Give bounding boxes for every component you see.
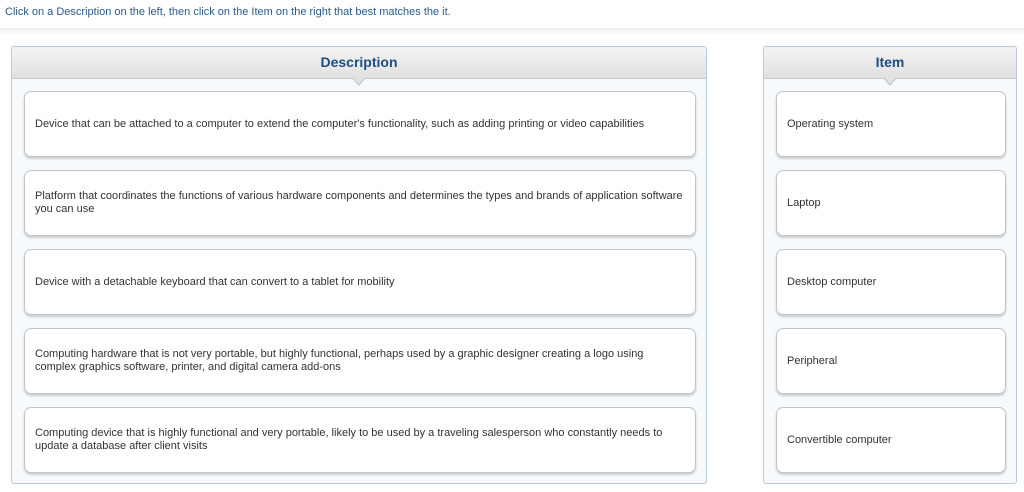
description-card-2[interactable] [24,170,696,236]
item-panel-title: Item [875,54,905,70]
item-card-peripheral[interactable] [776,328,1006,394]
item-card-convertible-computer[interactable] [776,407,1006,473]
chevron-down-icon [883,78,897,86]
item-card-operating-system[interactable] [776,91,1006,157]
chevron-down-icon [352,78,366,86]
item-card-laptop[interactable] [776,170,1006,236]
description-text: Computing hardware that is not very portable, but highly functional, perhaps used by a graphic designer creating a logo using complex graphics software, printer, and digital camera add-ons [35,348,644,373]
toolbar-divider [0,28,1024,35]
description-card-5[interactable] [24,407,696,473]
item-card-desktop-computer[interactable] [776,249,1006,315]
description-card-4[interactable] [24,328,696,394]
description-text: Device that can be attached to a computer to extend the computer's functionality, such as adding printing or video capabilities [35,117,645,130]
item-text: Laptop [787,196,821,209]
instruction-text: Click on a Description on the left, then click on the Item on the right that best matches the it. [5,6,451,18]
description-card-1[interactable] [24,91,696,157]
item-panel [763,46,1017,484]
item-text: Operating system [787,117,874,130]
description-panel-header [12,47,706,79]
description-card-3[interactable] [24,249,696,315]
item-text: Convertible computer [787,433,892,446]
item-text: Desktop computer [787,275,877,288]
description-panel [11,46,707,484]
description-panel-title: Description [320,54,398,70]
description-text: Platform that coordinates the functions of various hardware components and determines the types and brands of application software you can use [35,190,683,215]
description-text: Device with a detachable keyboard that can convert to a tablet for mobility [35,275,395,288]
item-panel-header [764,47,1016,79]
description-text: Computing device that is highly functional and very portable, likely to be used by a traveling salesperson who constantly needs to update a database after client visits [35,427,663,452]
item-text: Peripheral [787,354,838,367]
